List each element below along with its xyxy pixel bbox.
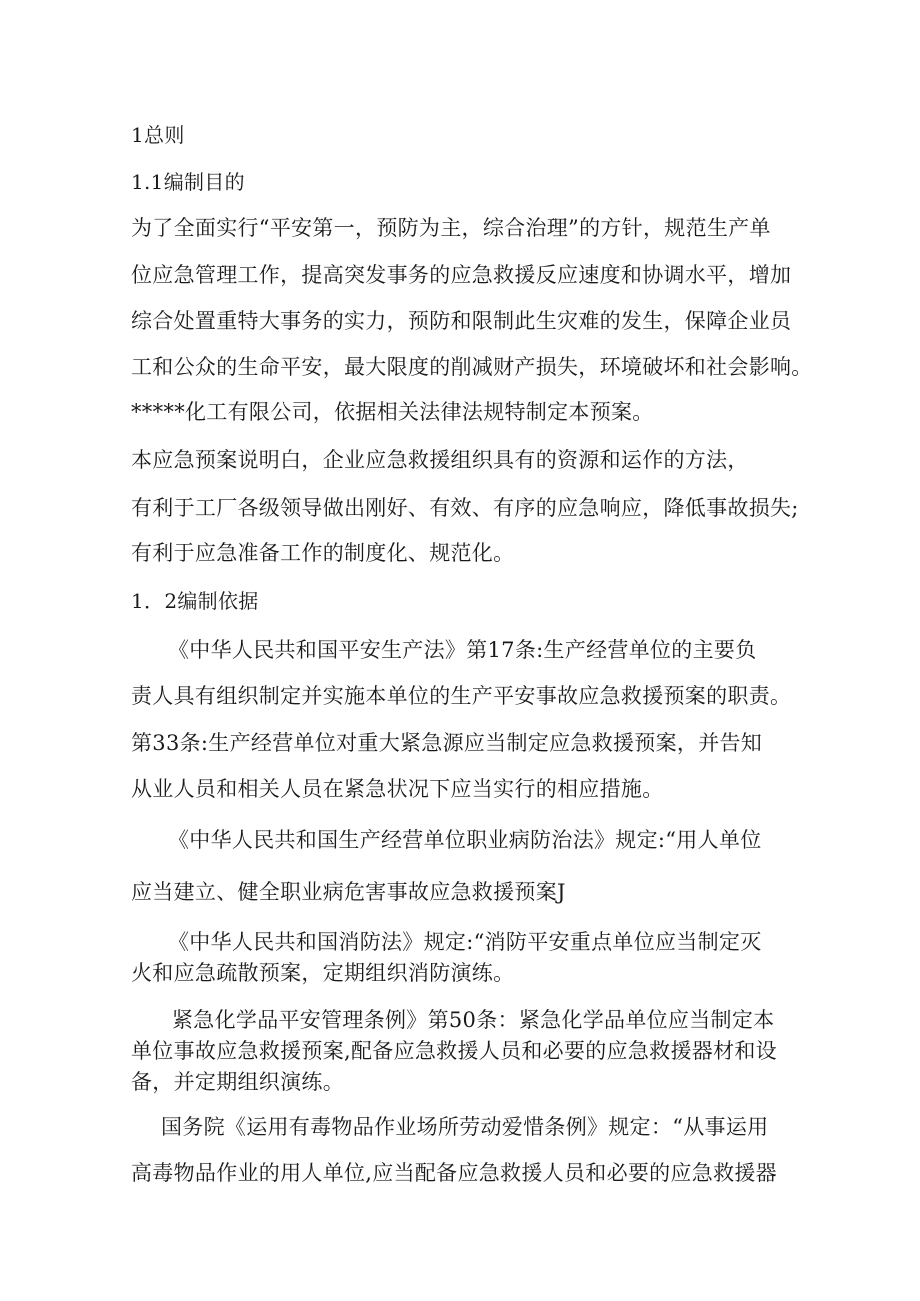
basis-line: 《中华人民共和国平安生产法》第17条:生产经营单位的主要负	[168, 638, 757, 662]
purpose-line: 位应急管理工作，提高突发事务的应急救援反应速度和协调水平，增加	[131, 263, 792, 287]
basis-line: 《中华人民共和国消防法》规定:“消防平安重点单位应当制定灭	[168, 930, 762, 954]
basis-line: 火和应急疏散预案，定期组织消防演练。	[131, 961, 515, 985]
basis-line: 单位事故应急救援预案,配备应急救援人员和必要的应急救援器材和设	[131, 1039, 777, 1063]
purpose-line: 工和公众的生命平安，最大限度的削减财产损失，环境破坏和社会影响。	[131, 355, 813, 379]
basis-line: 第33条:生产经营单位对重大紧急源应当制定应急救援预案，并告知	[131, 731, 763, 755]
basis-line: 从业人员和相关人员在紧急状况下应当实行的相应措施。	[131, 777, 664, 801]
purpose-line: 有利于工厂各级领导做出刚好、有效、有序的应急响应，降低事故损失;	[131, 496, 799, 520]
heading-purpose: 1.1编制目的	[131, 170, 245, 194]
purpose-line: 综合处置重特大事务的实力，预防和限制此生灾难的发生，保障企业员	[131, 309, 792, 333]
purpose-line: 为了全面实行“平安第一，预防为主，综合治理”的方针，规范生产单	[131, 216, 771, 240]
basis-line: 应当建立、健全职业病危害事故应急救援预案J	[131, 880, 566, 904]
basis-line: 责人具有组织制定并实施本单位的生产平安事故应急救援预案的职责。	[131, 684, 792, 708]
basis-line: 备，并定期组织演练。	[131, 1070, 344, 1094]
basis-line: 《中华人民共和国生产经营单位职业病防治法》规定:“用人单位	[168, 828, 762, 852]
basis-line: 国务院《运用有毒物品作业场所劳动爱惜条例》规定：“从事运用	[161, 1115, 769, 1139]
basis-line: 紧急化学品平安管理条例》第50条：紧急化学品单位应当制定本	[172, 1008, 775, 1032]
purpose-line: 本应急预案说明白，企业应急救援组织具有的资源和运作的方法，	[131, 448, 749, 472]
heading-basis: 1．2编制依据	[131, 589, 259, 613]
purpose-line: 有利于应急准备工作的制度化、规范化。	[131, 541, 515, 565]
basis-line: 高毒物品作业的用人单位,应当配备应急救援人员和必要的应急救援器	[131, 1161, 777, 1185]
purpose-line: *****化工有限公司，依据相关法律法规特制定本预案。	[131, 400, 654, 424]
heading-general: 1总则	[131, 123, 185, 147]
